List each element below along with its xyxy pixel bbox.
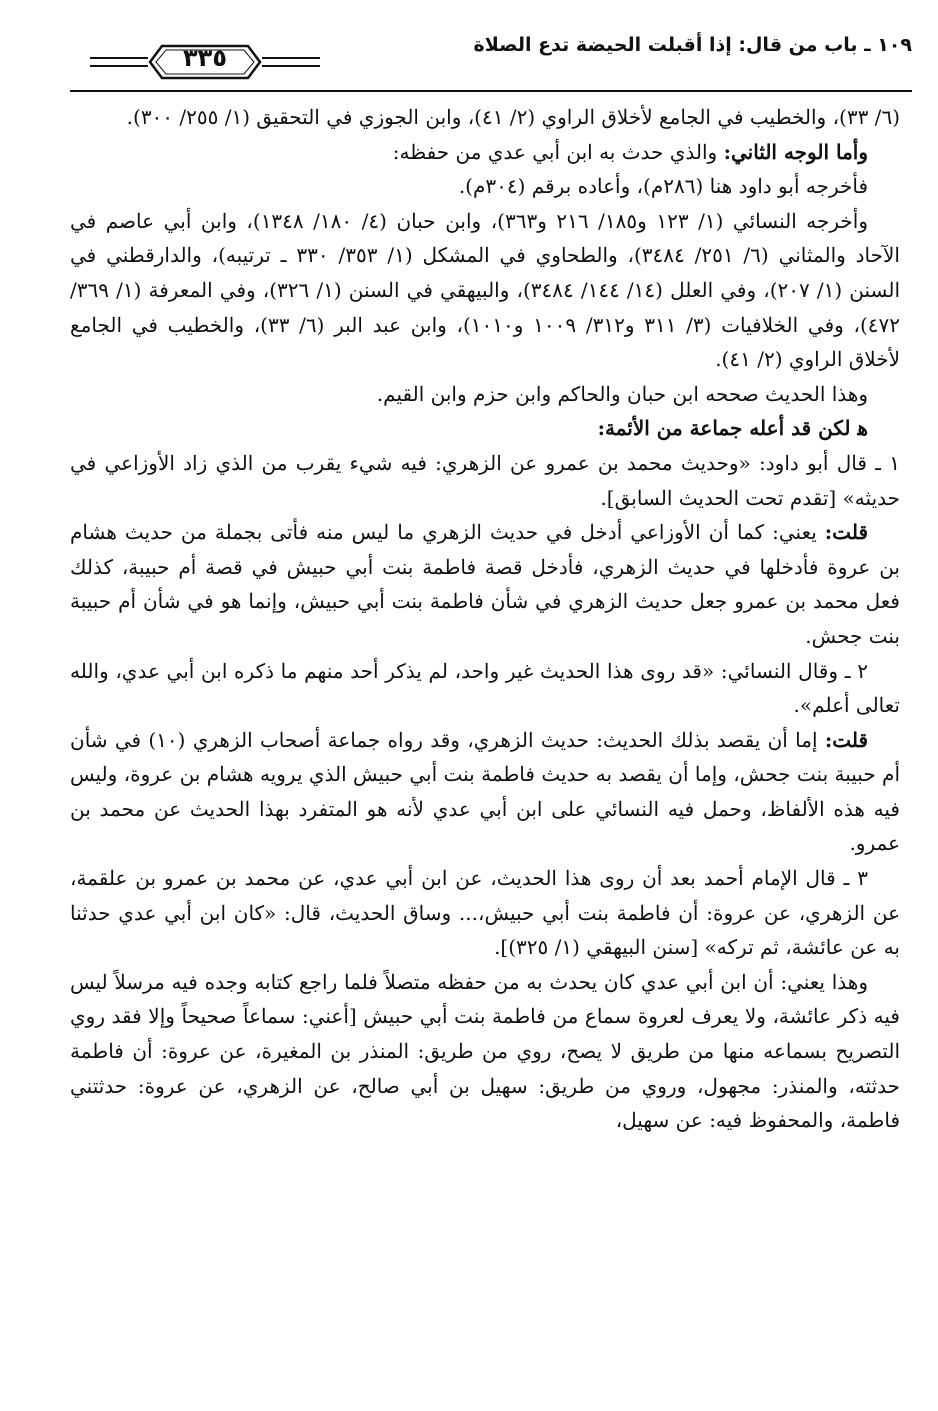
paragraph-1: (٦/ ٣٣)، والخطيب في الجامع لأخلاق الراوي (٢/ ٤١)، وابن الجوزي في التحقيق (١/ ٢٥٥/ ٣٠٠).	[126, 105, 900, 129]
paragraph-12: وهذا يعني: أن ابن أبي عدي كان يحدث به من حفظه متصلاً فلما راجع كتابه وجده فيه مرسلاً ليس فيه ذكر عائشة، ولا يعرف لعروة سماع من فاطمة بنت أبي حبيش [أعني: سماعاً صحيحاً وإلا فقد روي التصريح بسماعه منها من طريق لا يصح، روي من طريق: المنذر بن المغيرة، عن عروة: أن فاطمة حدثته، والمنذر: مجهول، وروي من طريق: سهيل بن أبي صالح، عن الزهري، عن عروة: حدثتني فاطمة، والمحفوظ فيه: عن سهيل،	[70, 969, 900, 1133]
paragraph-2	[70, 135, 900, 170]
paragraph-9: ٢ ـ وقال النسائي: «قد روى هذا الحديث غير واحد، لم يذكر أحد منهم ما ذكره ابن أبي عدي، والله تعالى أعلم».	[70, 658, 900, 718]
page-header	[70, 30, 912, 90]
paragraph-8-text: يعني: كما أن الأوزاعي أدخل في حديث الزهري ما ليس منه فأتى بجملة من حديث هشام بن عروة فأدخلها في حديث الزهري، فأدخل قصة فاطمة بنت أبي حبيش في قصة أم حبيبة، كذلك فعل محمد بن عمرو جعل حديث الزهري في شأن فاطمة بنت أبي حبيش، وإنما هو في شأن أم حبيبة بنت جحش.	[70, 520, 900, 648]
running-title: ١٠٩ ـ باب من قال: إذا أقبلت الحيضة تدع الصلاة	[473, 34, 912, 56]
paragraph-10-lead: قلت:	[824, 727, 869, 752]
page-number-ornament	[90, 36, 320, 86]
paragraph-8-lead: قلت:	[824, 520, 868, 545]
section-heading: ﻫ لكن قد أعله جماعة من الأئمة:	[597, 416, 868, 441]
header-rule	[70, 90, 912, 92]
paragraph-5: وهذا الحديث صححه ابن حبان والحاكم وابن حزم وابن القيم.	[376, 381, 868, 406]
paragraph-10-text: إما أن يقصد بذلك الحديث: حديث الزهري، وقد رواه جماعة أصحاب الزهري (١٠) في شأن أم حبيبة بنت جحش، وإما أن يقصد به حديث فاطمة بنت أبي حبيش الذي يرويه هشام بن عروة، وليس فيه هذه الألفاظ، وحمل فيه النسائي على ابن أبي عدي لأنه هو المتفرد بهذا الحديث عن محمد بن عمرو.	[70, 727, 900, 856]
paragraph-3: فأخرجه أبو داود هنا (٢٨٦م)، وأعاده برقم (٣٠٤م).	[458, 174, 868, 199]
paragraph-2-lead: وأما الوجه الثاني:	[723, 139, 868, 164]
paragraph-4: وأخرجه النسائي (١/ ١٢٣ و١٨٥/ ٢١٦ و٣٦٣)، وابن حبان (٤/ ١٨٠/ ١٣٤٨)، وابن أبي عاصم في الآحاد والمثاني (٦/ ٢٥١/ ٣٤٨٤)، والطحاوي في المشكل (١/ ٣٥٣/ ٣٣٠ ـ ترتيبه)، والدارقطني في السنن (١/ ٢٠٧)، وفي العلل (١٤/ ١٤٤/ ٣٤٨٤)، والبيهقي في السنن (١/ ٣٢٦)، وفي المعرفة (١/ ٣٦٩/ ٤٧٢)، وفي الخلافيات (٣/ ٣١١ و٣١٢/ ١٠٠٩ و١٠١٠)، وابن عبد البر (٦/ ٣٣)، والخطيب في الجامع لأخلاق الراوي (٢/ ٤١).	[70, 208, 901, 372]
page-number: ٣٣٥	[183, 44, 227, 72]
paragraph-2-text: والذي حدث به ابن أبي عدي من حفظه:	[392, 139, 724, 164]
paragraph-10	[70, 723, 900, 861]
main-text	[70, 100, 900, 1138]
paragraph-7: ١ ـ قال أبو داود: «وحديث محمد بن عمرو عن الزهري: فيه شيء يقرب من الذي زاد الأوزاعي في حديثه» [تقدم تحت الحديث السابق].	[70, 450, 900, 510]
paragraph-8	[70, 515, 900, 653]
paragraph-11: ٣ ـ قال الإمام أحمد بعد أن روى هذا الحديث، عن ابن أبي عدي، عن محمد بن عمرو بن علقمة، عن الزهري، عن عروة: أن فاطمة بنت أبي حبيش،... وساق الحديث، قال: «كان ابن أبي عدي حدثنا به عن عائشة، ثم تركه» [سنن البيهقي (١/ ٣٢٥)].	[70, 866, 900, 960]
